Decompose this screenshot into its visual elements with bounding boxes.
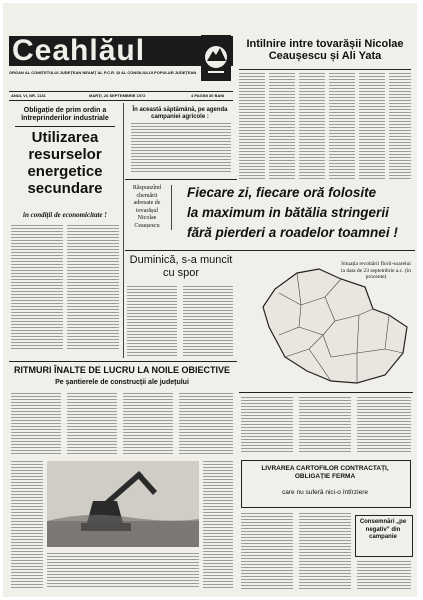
notes-text-col3 xyxy=(357,397,411,453)
meeting-text-col4 xyxy=(329,73,355,179)
notes-text-col1 xyxy=(241,397,293,453)
meeting-headline: Intilnire intre tovarășii Nicolae Ceaușescu și Ali Yata xyxy=(246,38,404,62)
meeting-text-col2 xyxy=(269,73,295,179)
sunday-text-col2 xyxy=(183,286,233,358)
issue-date: MARȚI, 26 SEPTEMBRIE 1972 xyxy=(89,93,146,98)
potatoes-text-col2 xyxy=(299,513,351,589)
agenda-teaser-text xyxy=(131,123,231,173)
potatoes-headline: LIVRAREA CARTOFILOR CONTRACTAȚI, OBLIGAȚIE FERMA xyxy=(261,465,389,480)
energy-text-col1 xyxy=(11,225,63,351)
rhythm-text-bottom xyxy=(47,553,199,589)
issue-info-bar xyxy=(9,92,233,99)
rhythm-headline: RITMURI ÎNALTE DE LUCRU LA NOILE OBIECTIVE xyxy=(14,365,230,375)
rhythm-text-col5 xyxy=(11,461,43,589)
pages-price: 4 PAGINI 30 BANI xyxy=(191,93,225,98)
negative-notes-text xyxy=(357,561,411,589)
sunday-text-col1 xyxy=(127,286,177,358)
meeting-text-col6 xyxy=(389,73,411,179)
energy-text-col2 xyxy=(67,225,119,351)
energy-deck: in condiții de economicitate ! xyxy=(23,211,107,219)
reply-box: Răspunzînd chemării adresate de tovarășul Nicolae Ceaușescu xyxy=(127,185,172,230)
potatoes-text-col1 xyxy=(241,513,293,589)
negative-notes-title: Consemnări „pe negativ” din campanie xyxy=(359,519,407,540)
rhythm-text-col2 xyxy=(67,393,117,455)
newspaper-page xyxy=(3,3,417,597)
rhythm-text-col1 xyxy=(11,393,61,455)
sunday-headline: Duminică, s-a muncit cu spor xyxy=(129,254,233,279)
masthead-title: Ceahlăul xyxy=(9,36,233,66)
meeting-text-col1 xyxy=(239,73,265,179)
potatoes-subhead: care nu suferă nici-o întîrziere xyxy=(282,489,368,496)
rhythm-text-col4 xyxy=(179,393,233,455)
rhythm-text-col6 xyxy=(203,461,233,589)
notes-text-col2 xyxy=(299,397,351,453)
agenda-teaser-title: În această săptămână, pe agenda campaniei agricole : xyxy=(132,107,228,120)
harvest-banner xyxy=(187,183,417,243)
energy-kicker: Obligație de prim ordin a întreprinderilor industriale xyxy=(21,107,109,122)
banner-line3: fără pierderi a roadelor toamnei ! xyxy=(187,225,398,240)
meeting-text-col5 xyxy=(359,73,385,179)
year-number: ANUL VI, NR. 1131 xyxy=(11,93,46,98)
rhythm-text-col3 xyxy=(123,393,173,455)
meeting-text-col3 xyxy=(299,73,325,179)
masthead-subtitle: ORGAN AL COMITETULUI JUDEȚEAN NEAMȚ AL P.C.R. ȘI AL CONSILIULUI POPULAR JUDEȚEAN xyxy=(9,70,197,75)
banner-line1: Fiecare zi, fiecare oră folosite xyxy=(187,185,377,200)
map-caption: Situația recoltării florii-soarelui la data de 23 septembrie a.c. (în procente) xyxy=(341,261,411,280)
energy-headline: Utilizarea resurselor energetice secundare xyxy=(27,129,103,197)
rhythm-subhead: Pe șantierele de construcții ale județului xyxy=(55,379,189,386)
excavator-photo xyxy=(47,461,199,547)
banner-line2: la maximum in bătălia stringerii xyxy=(187,205,389,220)
